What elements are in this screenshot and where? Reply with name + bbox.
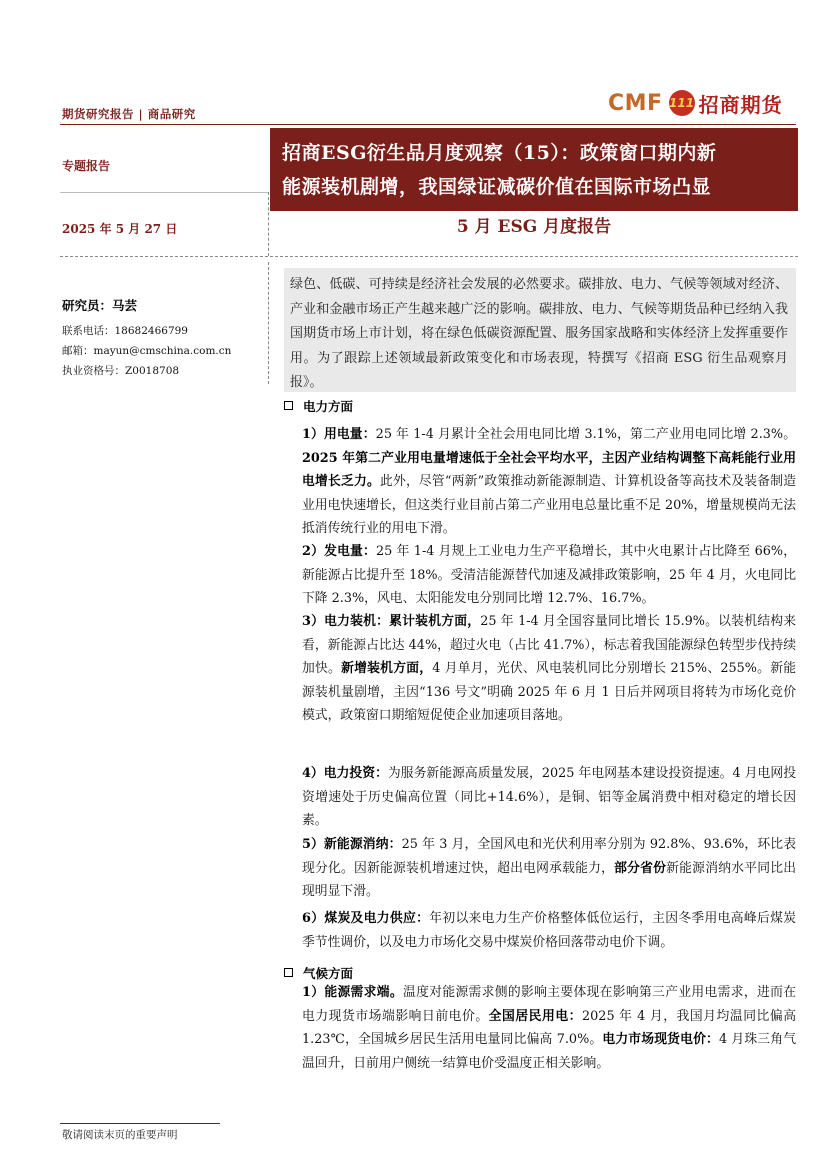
logo-emblem-icon: 111 bbox=[669, 90, 695, 116]
report-date: 2025 年 5 月 27 日 bbox=[62, 222, 178, 236]
paragraph-renewable-absorption: 5）新能源消纳：25 年 3 月，全国风电和光伏利用率分别为 92.8%、93.6%，环比表现分化。因新能源装机增速过快，超出电网承载能力，部分省份新能源消纳水平同比出现明显下滑。 bbox=[302, 837, 797, 899]
sidebar-divider bbox=[60, 192, 268, 193]
researcher-name: 研究员：马芸 bbox=[62, 298, 138, 313]
paragraph-installed-capacity: 3）电力装机：累计装机方面，25 年 1-4 月全国容量同比增长 15.9%。以装机结构来看，新能源占比达 44%，超过火电（占比 41.7%），标志着我国能源绿色转型步伐持续加快。新增装机方面，4 月单月，光伏、风电装机同比分别增长 215%、255%。新能源装机量剧增，主因“136 号文”明确 2025 年 6 月 1 日后并网项目将转为市场化竞价模式，政策窗口期缩短促使企业加速项目落地。 bbox=[302, 614, 797, 723]
researcher-phone: 联系电话：18682466799 bbox=[62, 325, 188, 337]
header-divider bbox=[60, 124, 796, 125]
report-title-line-1: 招商ESG衍生品月度观察（15）：政策窗口期内新 bbox=[282, 142, 717, 164]
researcher-license: 执业资格号：Z0018708 bbox=[62, 365, 180, 377]
report-title-line-2: 能源装机剧增，我国绿证减碳价值在国际市场凸显 bbox=[282, 176, 712, 198]
paragraph-power-generation: 2）发电量：25 年 1-4 月规上工业电力生产平稳增长，其中火电累计占比降至 66%，新能源占比提升至 18%。受清洁能源替代加速及减排政策影响，25 年 4 月，火电同比下降 2.3%，风电、太阳能发电分别同比增 12.7%、16.7%。 bbox=[302, 544, 797, 606]
subtitle-divider bbox=[60, 256, 798, 257]
report-subtitle: 5 月 ESG 月度报告 bbox=[456, 216, 612, 237]
footer-disclaimer-note: 敬请阅读末页的重要声明 bbox=[62, 1129, 178, 1141]
section-heading-climate: 气候方面 bbox=[284, 964, 353, 982]
intro-summary: 绿色、低碳、可持续是经济社会发展的必然要求。碳排放、电力、气候等领域对经济、产业和金融市场正产生越来越广泛的影响。碳排放、电力、气候等期货品种已经纳入我国期货市场上市计划，将在绿色低碳资源配置、服务国家战略和实体经济上发挥重要作用。为了跟踪上述领域最新政策变化和市场表现，特撰写《招商 ESG 衍生品观察月报》。 bbox=[284, 268, 796, 392]
checkbox-bullet-icon bbox=[284, 968, 293, 977]
paragraph-coal-power-supply: 6）煤炭及电力供应：年初以来电力生产价格整体低位运行，主因冬季用电高峰后煤炭季节性调价，以及电力市场化交易中煤炭价格回落带动电价下调。 bbox=[302, 911, 797, 950]
sidebar-dashed-line bbox=[268, 262, 269, 384]
report-type-label: 专题报告 bbox=[62, 159, 111, 173]
report-title-block bbox=[270, 128, 798, 211]
section-heading-power: 电力方面 bbox=[284, 397, 353, 415]
checkbox-bullet-icon bbox=[284, 401, 293, 410]
footer-divider bbox=[60, 1123, 220, 1124]
researcher-email[interactable]: 邮箱：mayun@cmschina.com.cn bbox=[62, 345, 232, 357]
report-category: 期货研究报告 | 商品研究 bbox=[62, 107, 196, 121]
company-logo bbox=[608, 88, 783, 118]
paragraph-power-investment: 4）电力投资：为服务新能源高质量发展，2025 年电网基本建设投资提速。4 月电网投资增速处于历史偏高位置（同比+14.6%），是铜、铝等金属消费中相对稳定的增长因素。 bbox=[302, 766, 796, 828]
logo-chinese-text: 招商期货 bbox=[698, 92, 783, 117]
paragraph-electricity-consumption: 1）用电量：25 年 1-4 月累计全社会用电同比增 3.1%，第二产业用电同比增 2.3%。2025 年第二产业用电量增速低于全社会平均水平，主因产业结构调整下高耗能行业用电增长乏力。此外，尽管“两新”政策推动新能源制造、计算机设备等高技术及装备制造业用电快速增长，但这类行业目前占第二产业用电总量比重不足 20%，增量规模尚无法抵消传统行业的用电下滑。 bbox=[302, 427, 796, 536]
logo-latin-text: CMF bbox=[608, 90, 663, 116]
paragraph-energy-demand: 1）能源需求端。温度对能源需求侧的影响主要体现在影响第三产业用电需求，进而在电力现货市场端影响日前电价。全国居民用电：2025 年 4 月，我国月均温同比偏高 1.23℃，全国城乡居民生活用电量同比偏高 7.0%。电力市场现货电价：4 月珠三角气温回升，日前用户侧统一结算电价受温度正相关影响。 bbox=[302, 985, 797, 1071]
column-divider bbox=[268, 192, 269, 256]
